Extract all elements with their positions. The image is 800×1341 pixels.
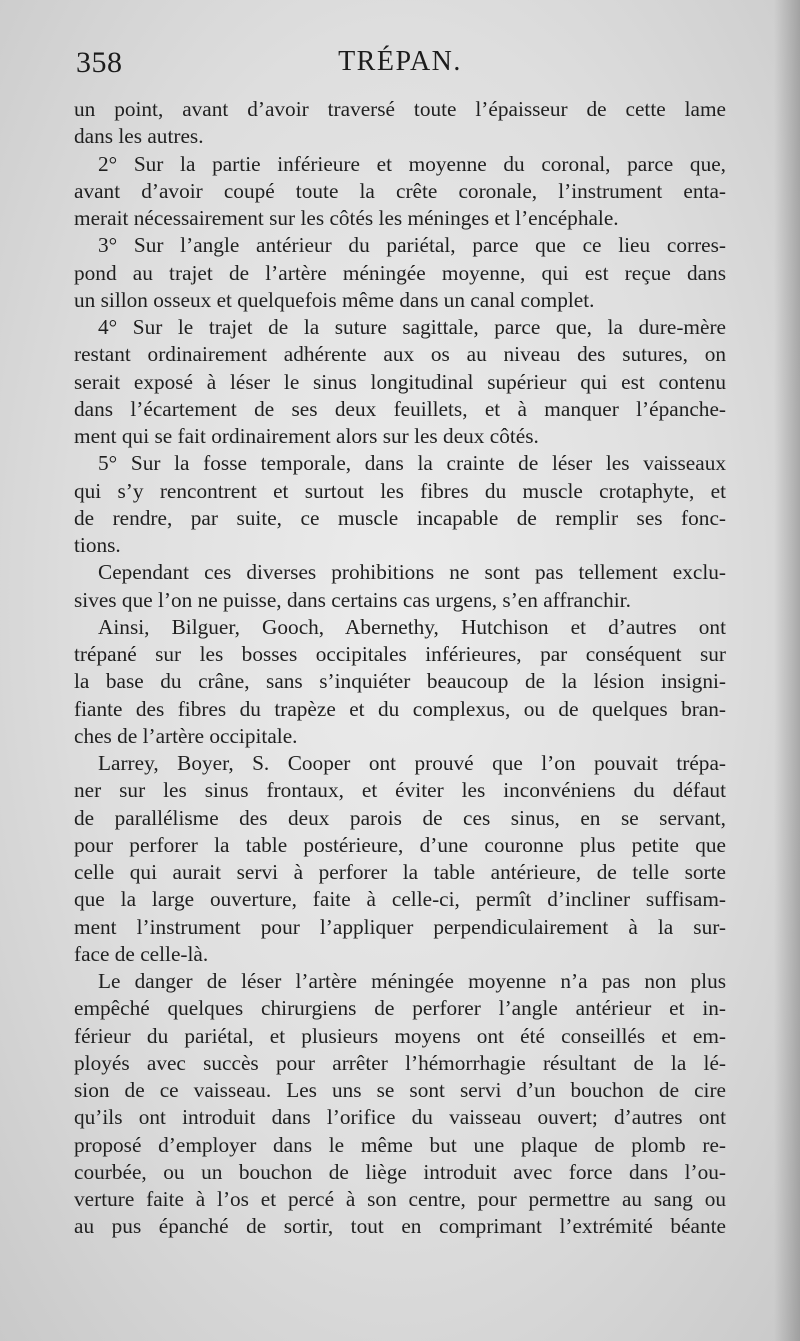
text-line: empêché quelques chirurgiens de perforer l’angle antérieur et in- — [74, 996, 726, 1021]
text-line: sives que l’on ne puisse, dans certains cas urgens, s’en affranchir. — [74, 587, 631, 612]
text-line: 2° Sur la partie inférieure et moyenne du coronal, parce que, — [98, 151, 726, 176]
text-line: avant d’avoir coupé toute la crête coronale, l’instrument enta- — [74, 178, 726, 203]
text-line: qui s’y rencontrent et surtout les fibres du muscle crotaphyte, et — [74, 478, 726, 503]
text-line: pond au trajet de l’artère méningée moyenne, qui est reçue dans — [74, 260, 726, 285]
text-line: Cependant ces diverses prohibitions ne sont pas tellement exclu- — [98, 560, 726, 585]
text-line: Ainsi, Bilguer, Gooch, Abernethy, Hutchison et d’autres ont — [98, 614, 726, 639]
text-line: restant ordinairement adhérente aux os au niveau des sutures, on — [74, 342, 726, 367]
running-title: TRÉPAN. — [338, 46, 462, 77]
text-line: férieur du pariétal, et plusieurs moyens ont été conseillés et em- — [74, 1023, 726, 1048]
text-line: celle qui aurait servi à perforer la table antérieure, de telle sorte — [74, 860, 726, 884]
body-text — [74, 96, 726, 1241]
text-line: proposé d’employer dans le même but une plaque de plomb re- — [74, 1132, 726, 1157]
text-line: un point, avant d’avoir traversé toute l’épaisseur de cette lame — [74, 97, 726, 121]
text-line: fiante des fibres du trapèze et du complexus, ou de quelques bran- — [74, 696, 726, 721]
text-line: dans les autres. — [74, 124, 204, 149]
text-line: ployés avec succès pour arrêter l’hémorrhagie résultant de la lé- — [74, 1050, 726, 1075]
text-line: la base du crâne, sans s’inquiéter beaucoup de la lésion insigni- — [74, 669, 726, 694]
text-line: trépané sur les bosses occipitales inférieures, par conséquent sur — [74, 642, 726, 666]
text-line: courbée, ou un bouchon de liège introduit avec force dans l’ou- — [74, 1159, 726, 1184]
text-line: Le danger de léser l’artère méningée moyenne n’a pas non plus — [98, 969, 726, 993]
text-line: 4° Sur le trajet de la suture sagittale, parce que, la dure-mère — [98, 315, 726, 339]
text-line: qu’ils ont introduit dans l’orifice du vaisseau ouvert; d’autres ont — [74, 1105, 726, 1130]
text-line: de rendre, par suite, ce muscle incapable de remplir ses fonc- — [74, 505, 726, 530]
text-line: un sillon osseux et quelquefois même dans un canal complet. — [74, 287, 595, 312]
text-line: verture faite à l’os et percé à son centre, pour permettre au sang ou — [74, 1187, 726, 1211]
text-line: serait exposé à léser le sinus longitudinal supérieur qui est contenu — [74, 369, 726, 394]
text-line: sion de ce vaisseau. Les uns se sont servi d’un bouchon de cire — [74, 1078, 726, 1102]
text-line: face de celle-là. — [74, 941, 209, 966]
text-line: merait nécessairement sur les côtés les méninges et l’encéphale. — [74, 206, 619, 230]
text-line: tions. — [74, 533, 121, 557]
text-line: que la large ouverture, faite à celle-ci, permît d’incliner suffisam- — [74, 887, 726, 912]
page-number: 358 — [76, 46, 123, 79]
text-line: ment qui se fait ordinairement alors sur les deux côtés. — [74, 424, 539, 448]
text-line: Larrey, Boyer, S. Cooper ont prouvé que l’on pouvait trépa- — [98, 751, 726, 775]
text-line: de parallélisme des deux parois de ces sinus, en se servant, — [74, 805, 726, 830]
text-line: ches de l’artère occipitale. — [74, 723, 298, 748]
page-gutter-shadow — [774, 0, 800, 1341]
text-line: dans l’écartement de ses deux feuillets, et à manquer l’épanche- — [74, 396, 726, 421]
text-line: 5° Sur la fosse temporale, dans la crainte de léser les vaisseaux — [98, 451, 726, 476]
text-line: ment l’instrument pour l’appliquer perpendiculairement à la sur- — [74, 914, 726, 939]
text-line: pour perforer la table postérieure, d’une couronne plus petite que — [74, 832, 726, 857]
page-header — [76, 46, 724, 86]
text-line: 3° Sur l’angle antérieur du pariétal, parce que ce lieu corres- — [98, 233, 726, 258]
text-line: ner sur les sinus frontaux, et éviter les inconvéniens du défaut — [74, 778, 726, 803]
text-line: au pus épanché de sortir, tout en comprimant l’extrémité béante — [74, 1214, 726, 1239]
